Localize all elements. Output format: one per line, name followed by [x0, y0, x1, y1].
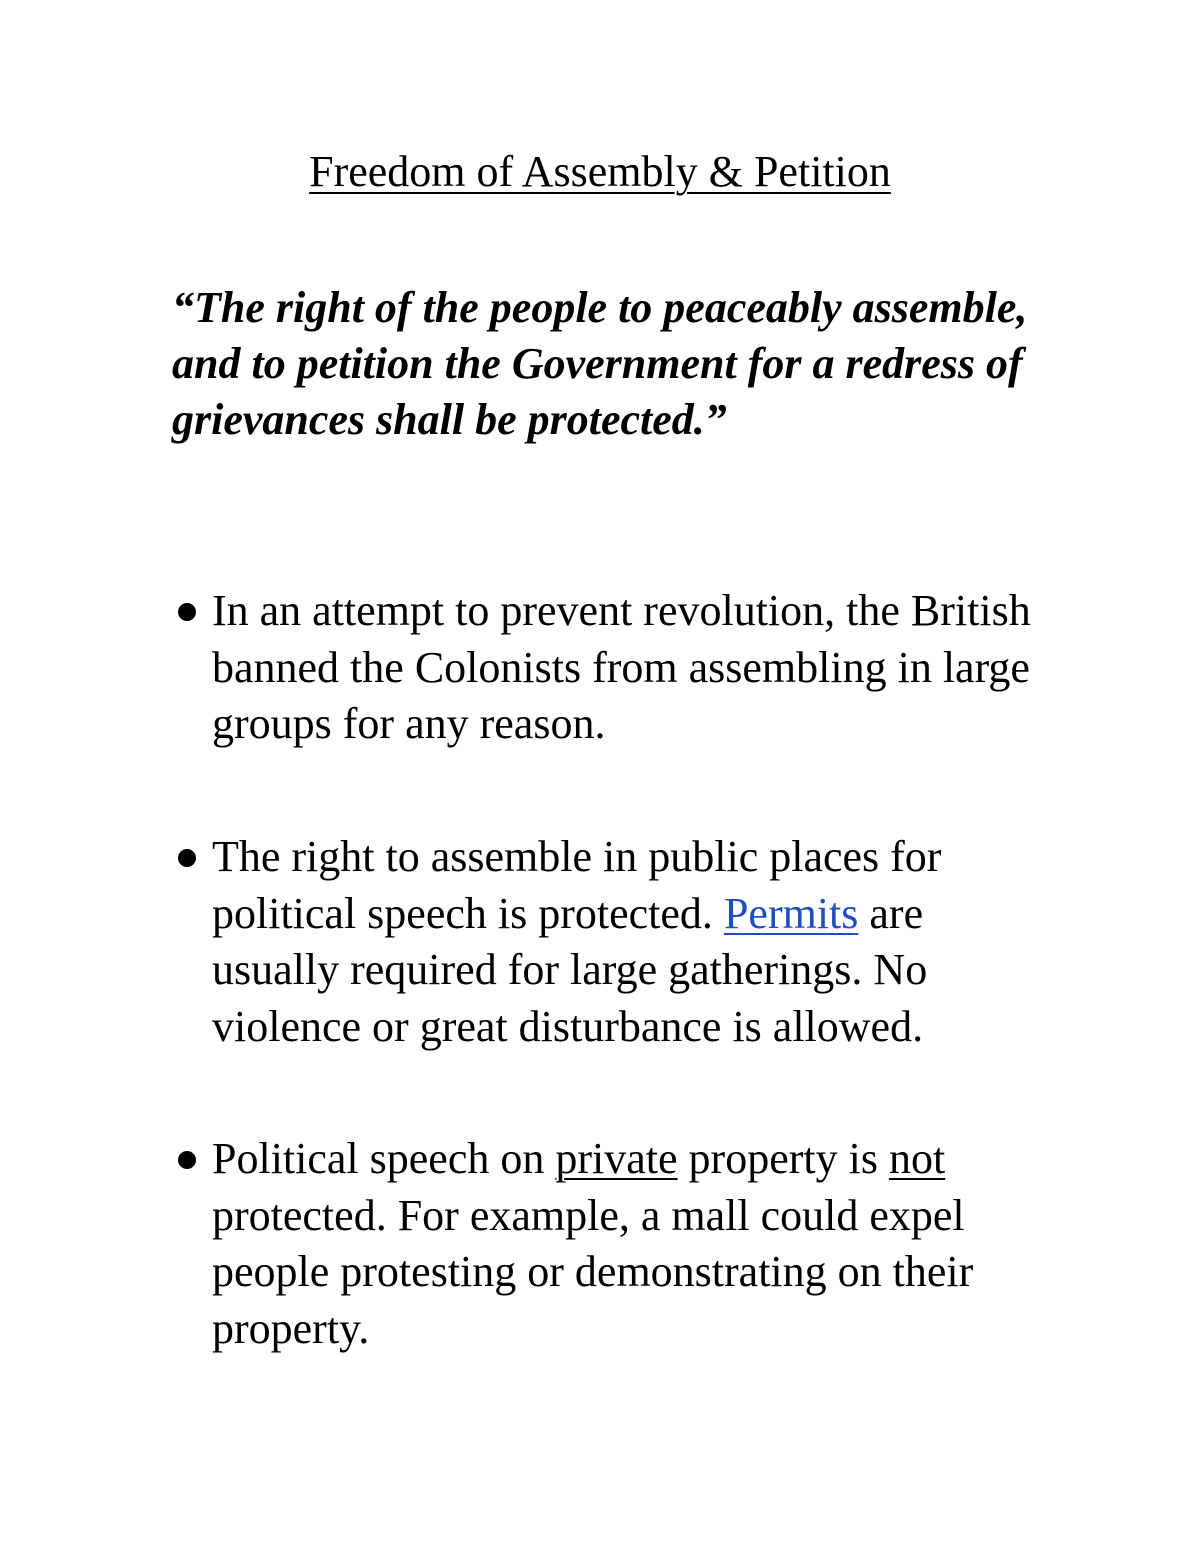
bullet-item-public-assembly: [178, 829, 1038, 1055]
bullet-icon: [178, 1151, 196, 1169]
bullet-icon: [178, 849, 196, 867]
bullet-text-part2: property is: [677, 1134, 889, 1183]
bullet-text-before-link: The right to assemble in public places for political speech is protected.: [212, 832, 942, 938]
first-amendment-quote: “The right of the people to peaceably assemble, and to petition the Government for a redress of grievances shall be protected.”: [172, 283, 1028, 444]
bullet-item-private-property: [178, 1131, 1038, 1357]
bullet-text: [212, 1131, 1038, 1357]
page-title: [0, 142, 1200, 202]
bullet-text-part1: Political speech on: [212, 1134, 556, 1183]
bullet-item-british-ban: [178, 583, 1038, 753]
page-title-text: Freedom of Assembly & Petition: [309, 147, 891, 196]
bullet-text-after-link: are usually required for large gatherings. No violence or great disturbance is allowed.: [212, 888, 928, 1051]
bullet-text-part3: protected. For example, a mall could expel people protesting or demonstrating on their property.: [212, 1190, 974, 1353]
bullet-text: In an attempt to prevent revolution, the British banned the Colonists from assembling in large groups for any reason.: [212, 586, 1031, 748]
underlined-not: not: [888, 1134, 946, 1183]
permits-link[interactable]: Permits: [723, 888, 859, 938]
bullet-icon: [178, 603, 196, 621]
underlined-private: private: [555, 1134, 678, 1183]
bullet-text: [212, 829, 1038, 1055]
